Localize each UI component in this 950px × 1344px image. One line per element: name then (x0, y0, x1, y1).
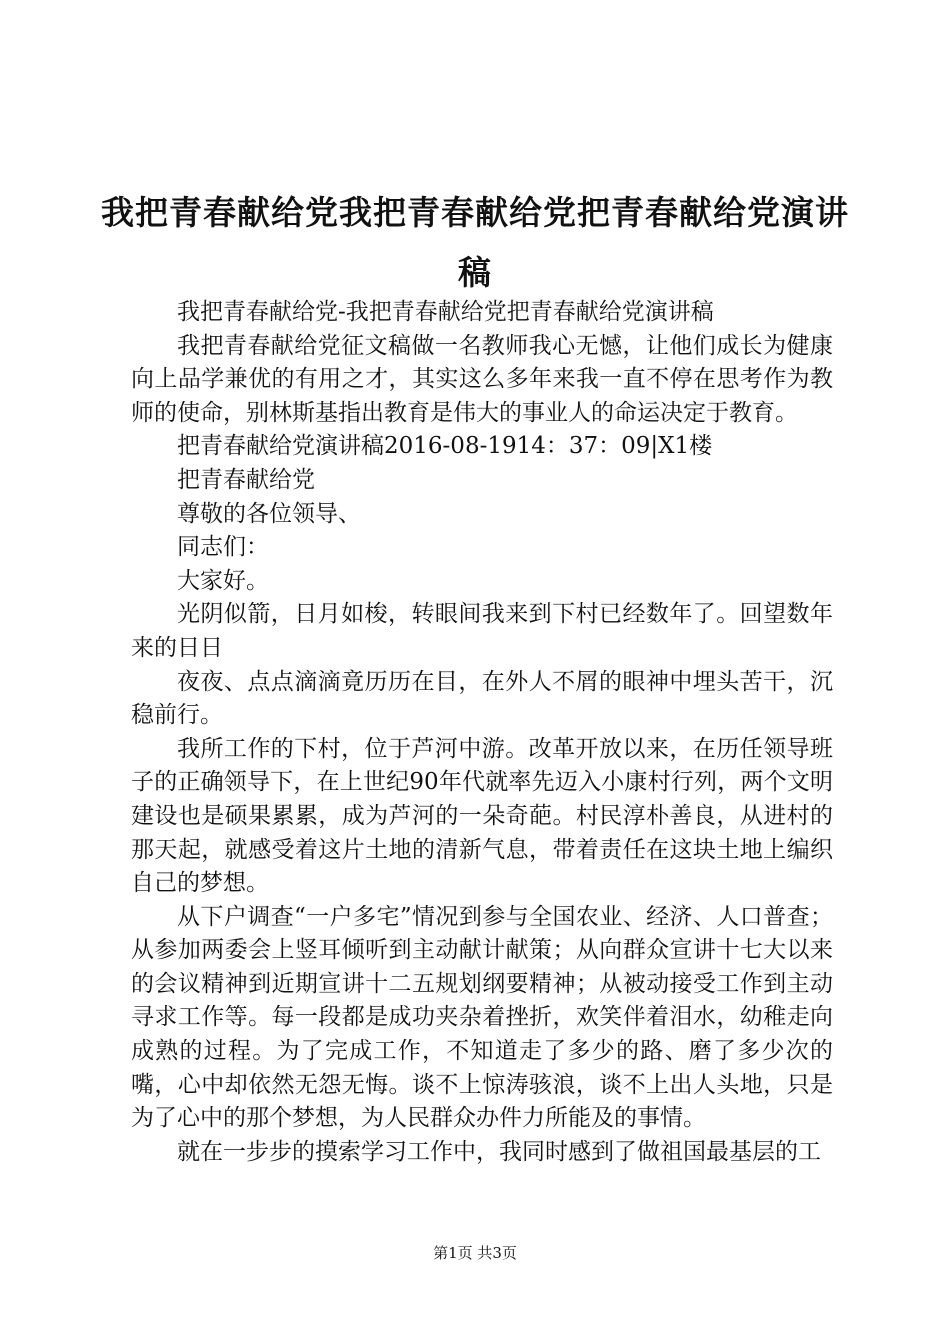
document-body (131, 296, 833, 1169)
paragraph: 大家好。 (177, 567, 269, 594)
paragraph: 我所工作的下村，位于芦河中游。改革开放以来，在历任领导班子的正确领导下，在上世纪90年代就率先迈入小康村行列，两个文明建设也是硕果累累，成为芦河的一朵奇葩。村民淳朴善良，从进村的那天起，就感受着这片土地的清新气息，带着责任在这块土地上编织自己的梦想。 (131, 735, 833, 897)
page-footer: 第1页 共3页 (433, 1244, 517, 1262)
paragraph: 就在一步步的摸索学习工作中，我同时感到了做祖国最基层的工 (177, 1138, 821, 1165)
paragraph: 把青春献给党演讲稿2016-08-1914：37：09|X1楼 (177, 433, 713, 460)
paragraph: 从下户调查“一户多宅”情况到参与全国农业、经济、人口普查；从参加两委会上竖耳倾听到主动献计献策；从向群众宣讲十七大以来的会议精神到近期宣讲十二五规划纲要精神；从被动接受工作到主动寻求工作等。每一段都是成功夹杂着挫折，欢笑伴着泪水，幼稚走向成熟的过程。为了完成工作，不知道走了多少的路、磨了多少次的嘴，心中却依然无怨无悔。谈不上惊涛骇浪，谈不上出人头地，只是为了心中的那个梦想，为人民群众办件力所能及的事情。 (131, 903, 833, 1132)
document-title: 我把青春献给党我把青春献给党把青春献给党演讲稿 (101, 193, 849, 292)
paragraph: 同志们： (177, 534, 269, 561)
paragraph: 夜夜、点点滴滴竟历历在目，在外人不屑的眼神中埋头苦干，沉稳前行。 (131, 668, 833, 729)
paragraph: 我把青春献给党-我把青春献给党把青春献给党演讲稿 (177, 299, 714, 325)
paragraph: 把青春献给党 (177, 466, 315, 493)
paragraph: 光阴似箭，日月如梭，转眼间我来到下村已经数年了。回望数年来的日日 (131, 601, 833, 661)
paragraph: 我把青春献给党征文稿做一名教师我心无憾，让他们成长为健康向上品学兼优的有用之才，其实这么多年来我一直不停在思考作为教师的使命，别林斯基指出教育是伟大的事业人的命运决定于教育。 (131, 332, 833, 426)
paragraph: 尊敬的各位领导、 (177, 500, 361, 527)
